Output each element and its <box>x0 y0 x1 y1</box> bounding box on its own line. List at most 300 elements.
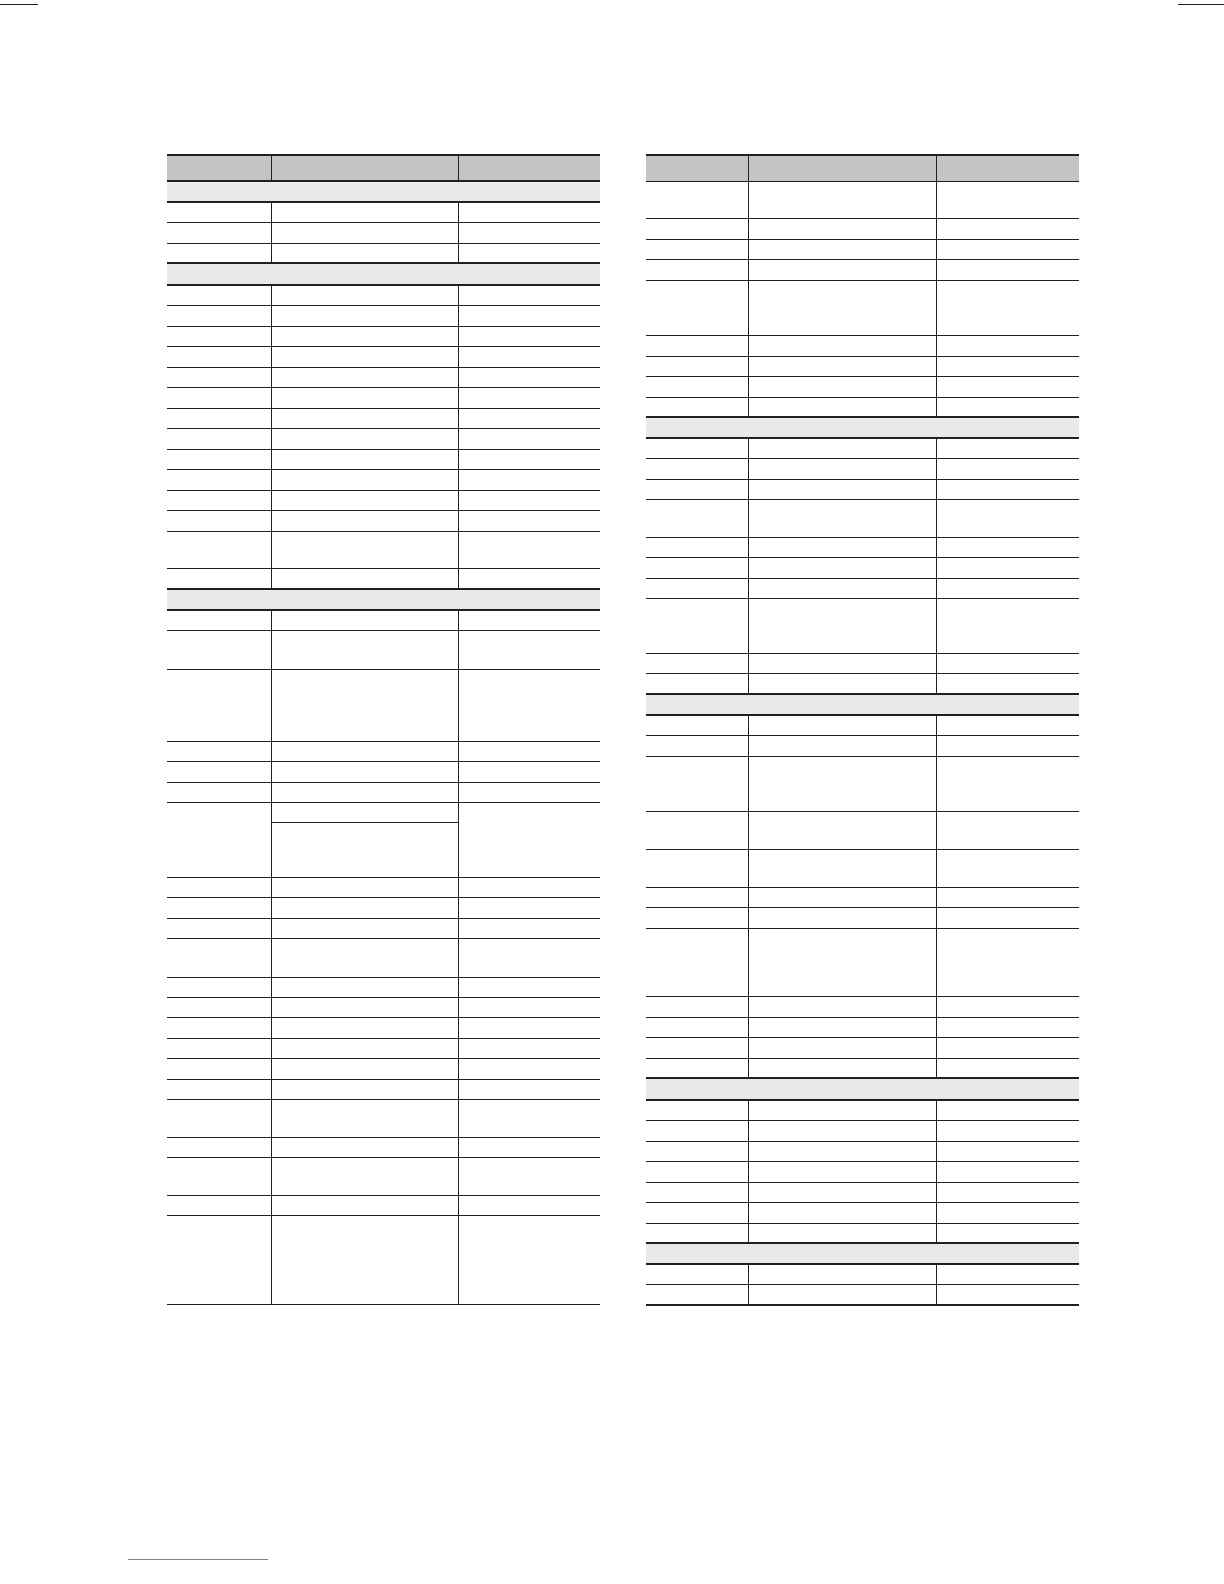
table-cell <box>936 673 1079 694</box>
table-cell <box>271 802 458 822</box>
table-cell <box>936 598 1079 653</box>
table-cell <box>936 887 1079 907</box>
table-cell <box>167 918 271 938</box>
table-cell <box>646 335 748 356</box>
table-cell <box>936 1223 1079 1243</box>
table-cell <box>167 1137 271 1157</box>
table-row <box>167 408 600 428</box>
table-cell <box>936 280 1079 335</box>
table-cell <box>748 1141 936 1161</box>
table-cell <box>936 537 1079 557</box>
table-cell <box>748 653 936 673</box>
table-cell <box>748 756 936 811</box>
table-cell <box>748 1202 936 1223</box>
table-cell <box>271 1079 458 1099</box>
table-row <box>646 537 1079 557</box>
table-row <box>167 1157 600 1195</box>
table-cell <box>936 756 1079 811</box>
table-cell <box>748 1223 936 1243</box>
table-cell <box>271 490 458 510</box>
table-cell <box>271 285 458 305</box>
table-cell <box>458 802 600 877</box>
table-cell <box>936 1017 1079 1037</box>
table-cell <box>458 1058 600 1079</box>
table-cell <box>167 630 271 669</box>
table-cell <box>271 510 458 531</box>
table-cell <box>458 997 600 1017</box>
table-row <box>646 1264 1079 1284</box>
table-cell <box>936 499 1079 537</box>
table-row <box>167 1017 600 1038</box>
table-cell <box>167 782 271 802</box>
table-cell <box>646 1202 748 1223</box>
table-cell <box>271 305 458 326</box>
table-cell <box>458 222 600 243</box>
table-cell <box>646 1264 748 1284</box>
table-cell <box>458 346 600 367</box>
section-label <box>167 181 600 202</box>
table-cell <box>748 1264 936 1284</box>
table-cell <box>748 598 936 653</box>
table-cell <box>458 1017 600 1038</box>
table-row <box>167 802 600 822</box>
table-cell <box>646 735 748 756</box>
table-cell <box>748 849 936 887</box>
table-cell <box>748 557 936 578</box>
table-row <box>646 907 1079 928</box>
table-cell <box>936 1284 1079 1305</box>
table-cell <box>646 479 748 499</box>
table-cell <box>167 1017 271 1038</box>
table-cell <box>167 305 271 326</box>
table-cell <box>271 761 458 782</box>
table-row <box>646 557 1079 578</box>
table-cell <box>646 537 748 557</box>
table-cell <box>646 1017 748 1037</box>
table-cell <box>646 499 748 537</box>
table-cell <box>748 181 936 218</box>
table-row <box>167 449 600 469</box>
table-row <box>646 1141 1079 1161</box>
table-row <box>646 1223 1079 1243</box>
table-row <box>646 335 1079 356</box>
header-cell <box>271 155 458 181</box>
table-cell <box>167 669 271 741</box>
table-cell <box>458 568 600 589</box>
table-row <box>646 578 1079 598</box>
table-cell <box>458 387 600 408</box>
table-row <box>167 1058 600 1079</box>
table-cell <box>167 490 271 510</box>
table-row <box>646 1017 1079 1037</box>
table-cell <box>458 1157 600 1195</box>
table-cell <box>936 397 1079 417</box>
table-cell <box>271 222 458 243</box>
table-cell <box>458 669 600 741</box>
table-cell <box>936 928 1079 996</box>
table-cell <box>167 1157 271 1195</box>
table-cell <box>748 1017 936 1037</box>
table-cell <box>646 811 748 849</box>
table-cell <box>458 938 600 977</box>
table-cell <box>167 243 271 263</box>
table-cell <box>646 1058 748 1078</box>
table-cell <box>167 761 271 782</box>
table-row <box>167 531 600 568</box>
section-label <box>167 263 600 285</box>
table-cell <box>646 458 748 479</box>
table-cell <box>271 1038 458 1058</box>
table-cell <box>271 346 458 367</box>
table-cell <box>167 1038 271 1058</box>
table-row <box>167 305 600 326</box>
table-row <box>167 938 600 977</box>
table-cell <box>167 1099 271 1137</box>
table-cell <box>167 1079 271 1099</box>
table-cell <box>748 1058 936 1078</box>
table-cell <box>646 397 748 417</box>
table-row <box>646 715 1079 735</box>
table-row <box>167 1195 600 1215</box>
table-row <box>167 469 600 490</box>
table-cell <box>936 1264 1079 1284</box>
table-row <box>167 761 600 782</box>
table-cell <box>748 1100 936 1120</box>
table-cell <box>936 1141 1079 1161</box>
table-cell <box>458 490 600 510</box>
section-row <box>646 1243 1079 1264</box>
table-row <box>646 239 1079 259</box>
table-row <box>167 1215 600 1304</box>
table-cell <box>458 531 600 568</box>
table-cell <box>271 918 458 938</box>
table-row <box>646 735 1079 756</box>
table-row <box>646 181 1079 218</box>
table-cell <box>646 557 748 578</box>
table-cell <box>458 782 600 802</box>
table-cell <box>936 1202 1079 1223</box>
table-cell <box>167 202 271 222</box>
table-row <box>646 1037 1079 1058</box>
table-cell <box>646 1120 748 1141</box>
table-cell <box>271 531 458 568</box>
table-cell <box>458 243 600 263</box>
table-cell <box>646 907 748 928</box>
table-cell <box>936 259 1079 280</box>
table-cell <box>646 376 748 397</box>
table-row <box>167 510 600 531</box>
table-cell <box>167 1195 271 1215</box>
table-cell <box>167 897 271 918</box>
table-row <box>167 222 600 243</box>
table-row <box>646 218 1079 239</box>
table-cell <box>167 568 271 589</box>
table-cell <box>748 715 936 735</box>
table-cell <box>646 218 748 239</box>
crop-mark-left <box>0 4 38 5</box>
table-row <box>167 897 600 918</box>
table-cell <box>936 907 1079 928</box>
table-row <box>167 326 600 346</box>
table-row <box>646 1182 1079 1202</box>
table-cell <box>748 537 936 557</box>
section-row <box>167 181 600 202</box>
table-cell <box>458 1099 600 1137</box>
table-cell <box>936 335 1079 356</box>
table-cell <box>458 285 600 305</box>
table-cell <box>167 387 271 408</box>
table-row <box>167 977 600 997</box>
table-row <box>646 356 1079 376</box>
table-cell <box>167 222 271 243</box>
table-cell <box>936 1120 1079 1141</box>
table-cell <box>167 877 271 897</box>
table-cell <box>936 653 1079 673</box>
header-row <box>167 155 600 181</box>
table-cell <box>646 356 748 376</box>
table-cell <box>167 1215 271 1304</box>
table-cell <box>646 1182 748 1202</box>
table-cell <box>646 928 748 996</box>
table-row <box>646 1058 1079 1078</box>
table-cell <box>167 1058 271 1079</box>
table-cell <box>646 1037 748 1058</box>
table-cell <box>646 1100 748 1120</box>
table-cell <box>936 557 1079 578</box>
table-row <box>167 1099 600 1137</box>
table-cell <box>936 356 1079 376</box>
spec-table-left <box>167 154 600 1305</box>
table-cell <box>646 259 748 280</box>
table-cell <box>167 610 271 630</box>
table-cell <box>458 877 600 897</box>
section-row <box>646 417 1079 438</box>
table-row <box>167 202 600 222</box>
table-cell <box>458 977 600 997</box>
table-cell <box>458 918 600 938</box>
table-cell <box>271 997 458 1017</box>
table-cell <box>458 469 600 490</box>
table-cell <box>936 1182 1079 1202</box>
section-label <box>167 589 600 610</box>
table-cell <box>271 669 458 741</box>
table-row <box>646 928 1079 996</box>
table-row <box>646 1100 1079 1120</box>
table-cell <box>936 811 1079 849</box>
table-cell <box>936 479 1079 499</box>
section-label <box>646 1078 1079 1100</box>
table-cell <box>646 1161 748 1182</box>
table-cell <box>748 887 936 907</box>
table-row <box>646 376 1079 397</box>
table-cell <box>748 376 936 397</box>
table-row <box>646 653 1079 673</box>
table-cell <box>646 1284 748 1305</box>
table-cell <box>748 239 936 259</box>
table-cell <box>167 346 271 367</box>
table-cell <box>646 598 748 653</box>
table-cell <box>748 458 936 479</box>
table-cell <box>458 510 600 531</box>
table-cell <box>167 531 271 568</box>
table-row <box>167 997 600 1017</box>
table-row <box>646 811 1079 849</box>
table-cell <box>167 285 271 305</box>
table-cell <box>936 1100 1079 1120</box>
table-row <box>646 996 1079 1017</box>
table-cell <box>936 218 1079 239</box>
table-cell <box>458 1195 600 1215</box>
table-cell <box>271 367 458 387</box>
table-cell <box>748 1120 936 1141</box>
table-row <box>646 1161 1079 1182</box>
table-cell <box>458 202 600 222</box>
table-row <box>167 243 600 263</box>
header-cell <box>748 155 936 181</box>
table-cell <box>748 335 936 356</box>
table-cell <box>271 1215 458 1304</box>
table-cell <box>271 822 458 877</box>
table-cell <box>271 1137 458 1157</box>
table-cell <box>458 408 600 428</box>
table-cell <box>646 239 748 259</box>
table-row <box>167 568 600 589</box>
table-cell <box>167 428 271 449</box>
table-cell <box>646 1141 748 1161</box>
table-cell <box>167 938 271 977</box>
table-cell <box>748 259 936 280</box>
table-cell <box>936 438 1079 458</box>
table-cell <box>936 735 1079 756</box>
table-cell <box>936 849 1079 887</box>
table-cell <box>167 326 271 346</box>
table-cell <box>271 610 458 630</box>
table-cell <box>271 243 458 263</box>
table-cell <box>271 1099 458 1137</box>
table-cell <box>167 449 271 469</box>
table-row <box>167 1137 600 1157</box>
table-cell <box>458 1137 600 1157</box>
table-cell <box>936 1161 1079 1182</box>
section-row <box>167 263 600 285</box>
table-row <box>646 756 1079 811</box>
table-cell <box>167 408 271 428</box>
section-row <box>646 1078 1079 1100</box>
table-cell <box>458 1079 600 1099</box>
table-cell <box>271 938 458 977</box>
table-cell <box>458 449 600 469</box>
table-row <box>167 918 600 938</box>
table-row <box>167 346 600 367</box>
table-cell <box>271 568 458 589</box>
table-cell <box>458 897 600 918</box>
table-row <box>167 630 600 669</box>
table-row <box>167 877 600 897</box>
table-row <box>167 367 600 387</box>
table-row <box>646 1202 1079 1223</box>
table-cell <box>936 996 1079 1017</box>
table-cell <box>646 280 748 335</box>
table-cell <box>646 181 748 218</box>
table-cell <box>748 578 936 598</box>
header-cell <box>646 155 748 181</box>
table-cell <box>748 479 936 499</box>
table-cell <box>458 610 600 630</box>
table-cell <box>748 1284 936 1305</box>
table-cell <box>167 741 271 761</box>
section-row <box>167 589 600 610</box>
table-row <box>167 490 600 510</box>
table-cell <box>646 715 748 735</box>
table-cell <box>271 428 458 449</box>
table-cell <box>271 469 458 490</box>
table-cell <box>458 305 600 326</box>
table-cell <box>167 997 271 1017</box>
table-row <box>646 1120 1079 1141</box>
spec-table-right <box>646 154 1079 1306</box>
table-row <box>646 397 1079 417</box>
table-cell <box>271 630 458 669</box>
table-cell <box>458 1038 600 1058</box>
table-cell <box>271 977 458 997</box>
table-cell <box>646 438 748 458</box>
table-row <box>167 428 600 449</box>
table-cell <box>936 715 1079 735</box>
table-cell <box>936 578 1079 598</box>
table-row <box>646 598 1079 653</box>
header-cell <box>167 155 271 181</box>
table-cell <box>271 1017 458 1038</box>
section-label <box>646 417 1079 438</box>
table-cell <box>646 653 748 673</box>
table-cell <box>271 326 458 346</box>
table-cell <box>271 202 458 222</box>
table-row <box>646 1284 1079 1305</box>
table-cell <box>748 928 936 996</box>
table-cell <box>271 782 458 802</box>
table-cell <box>646 1223 748 1243</box>
table-cell <box>271 1157 458 1195</box>
table-row <box>167 1038 600 1058</box>
table-cell <box>936 1058 1079 1078</box>
table-cell <box>167 802 271 877</box>
table-cell <box>167 469 271 490</box>
header-cell <box>458 155 600 181</box>
table-cell <box>748 499 936 537</box>
table-cell <box>748 811 936 849</box>
section-row <box>646 694 1079 715</box>
table-cell <box>458 741 600 761</box>
table-cell <box>167 510 271 531</box>
table-row <box>167 782 600 802</box>
section-label <box>646 1243 1079 1264</box>
table-row <box>646 259 1079 280</box>
table-cell <box>748 735 936 756</box>
table-cell <box>271 449 458 469</box>
table-cell <box>646 578 748 598</box>
table-row <box>646 458 1079 479</box>
table-cell <box>646 887 748 907</box>
table-cell <box>748 280 936 335</box>
crop-mark-right <box>1178 4 1224 5</box>
header-row <box>646 155 1079 181</box>
table-cell <box>748 218 936 239</box>
table-row <box>167 285 600 305</box>
table-row <box>167 387 600 408</box>
table-row <box>646 280 1079 335</box>
table-cell <box>936 239 1079 259</box>
table-cell <box>271 741 458 761</box>
